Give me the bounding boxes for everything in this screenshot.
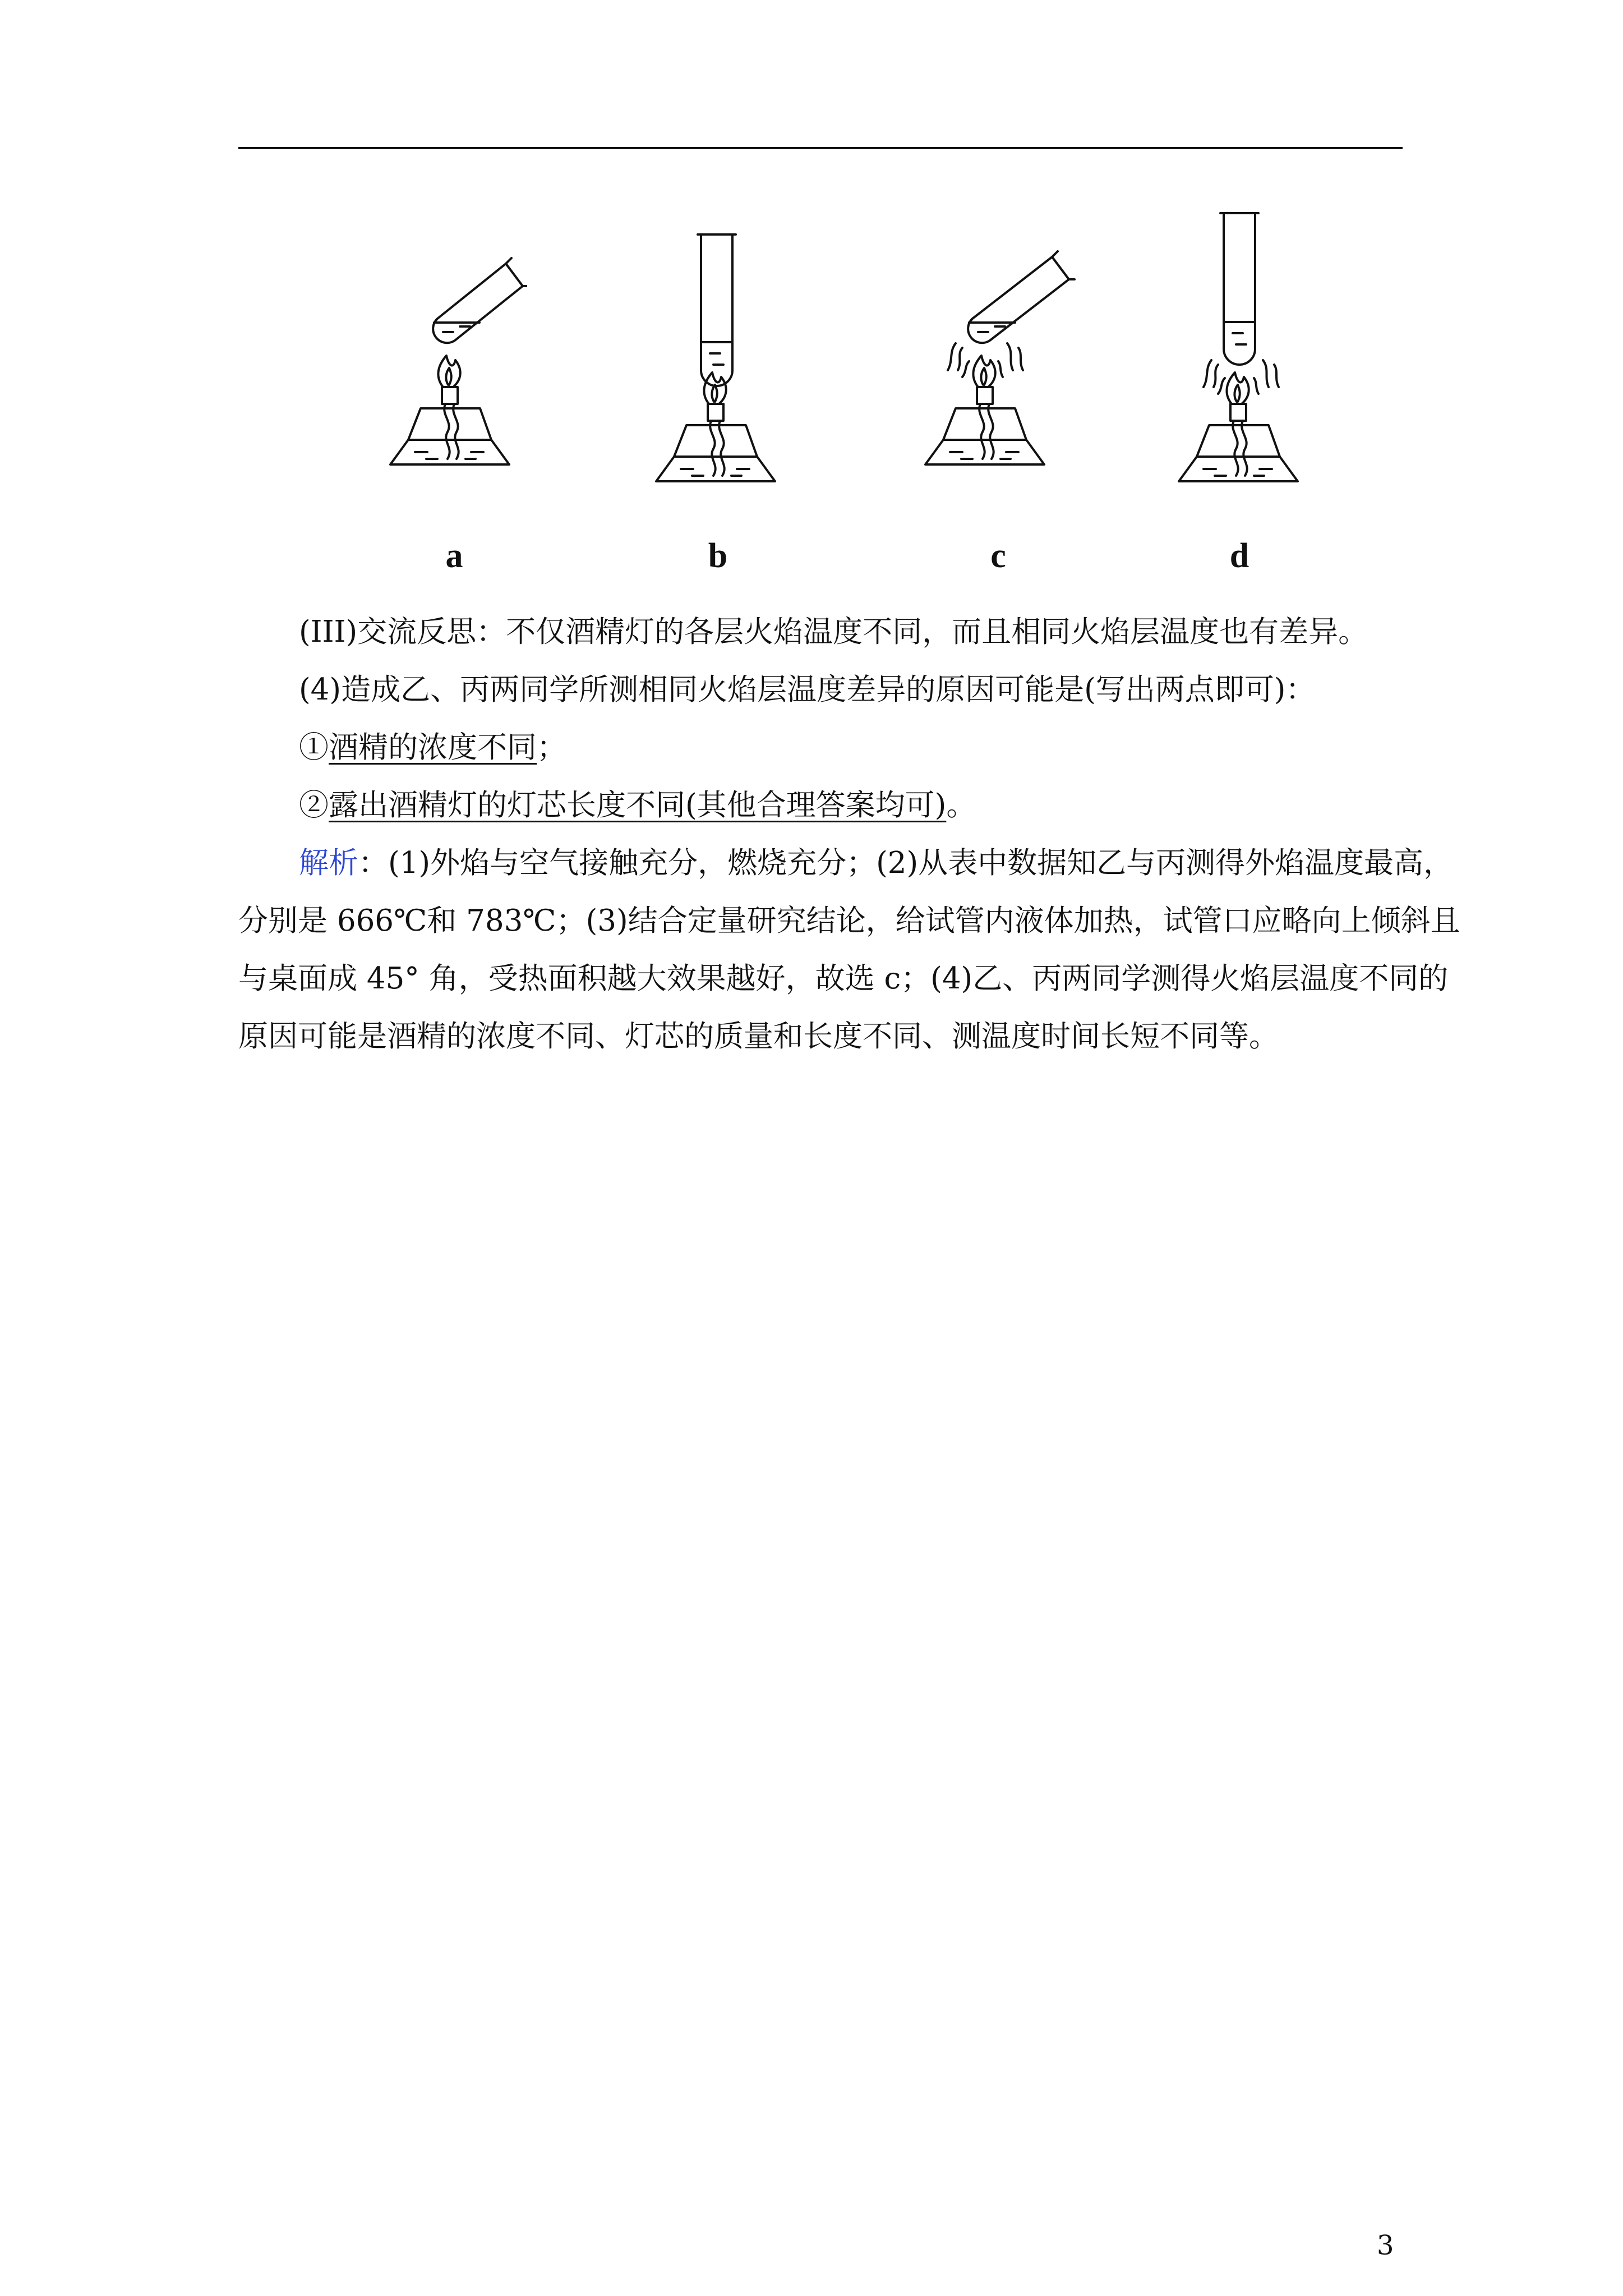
apparatus-b-label: b bbox=[708, 537, 728, 575]
reflection-paragraph: (III)交流反思：不仅酒精灯的各层火焰温度不同，而且相同火焰层温度也有差异。 bbox=[299, 615, 1368, 649]
apparatus-b bbox=[645, 202, 791, 595]
analysis-line-4: 原因可能是酒精的浓度不同、灯芯的质量和长度不同、测温度时间长短不同等。 bbox=[238, 1019, 1279, 1053]
apparatus-c bbox=[909, 202, 1088, 595]
analysis-line-3: 与桌面成 45° 角，受热面积越大效果越好，故选 c；(4)乙、丙两同学测得火焰层温度不同的 bbox=[238, 961, 1449, 996]
analysis-line-2: 分别是 666℃和 783℃；(3)结合定量研究结论，给试管内液体加热，试管口应略向上倾斜且 bbox=[238, 904, 1460, 938]
apparatus-c-drawing bbox=[909, 202, 1088, 533]
answer-2 bbox=[299, 788, 976, 823]
page-number: 3 bbox=[1377, 2230, 1394, 2261]
analysis-line-1-text: ：(1)外焰与空气接触充分，燃烧充分；(2)从表中数据知乙与丙测得外焰温度最高， bbox=[358, 846, 1454, 880]
apparatus-d-label: d bbox=[1229, 537, 1249, 575]
answer-2-marker: ② bbox=[299, 788, 329, 822]
apparatus-c-label: c bbox=[990, 537, 1006, 575]
answer-1-tail: ； bbox=[537, 730, 566, 765]
answer-2-tail: 。 bbox=[946, 788, 976, 822]
answer-1 bbox=[299, 730, 566, 766]
analysis-label: 解析 bbox=[299, 846, 358, 880]
experiment-figure bbox=[359, 202, 1312, 595]
answer-1-marker: ① bbox=[299, 730, 329, 765]
apparatus-a-label: a bbox=[445, 537, 463, 575]
analysis-line-1 bbox=[299, 845, 1453, 881]
apparatus-a bbox=[381, 202, 527, 595]
apparatus-a-drawing bbox=[381, 202, 527, 533]
question-4: (4)造成乙、丙两同学所测相同火焰层温度差异的原因可能是(写出两点即可)： bbox=[299, 673, 1316, 707]
answer-2-text: 露出酒精灯的灯芯长度不同(其他合理答案均可) bbox=[329, 788, 947, 822]
apparatus-d bbox=[1166, 202, 1312, 595]
body-text bbox=[238, 614, 1460, 1063]
header-rule bbox=[238, 147, 1403, 149]
apparatus-b-drawing bbox=[645, 202, 791, 533]
apparatus-d-drawing bbox=[1166, 202, 1312, 533]
answer-1-text: 酒精的浓度不同 bbox=[329, 730, 537, 765]
